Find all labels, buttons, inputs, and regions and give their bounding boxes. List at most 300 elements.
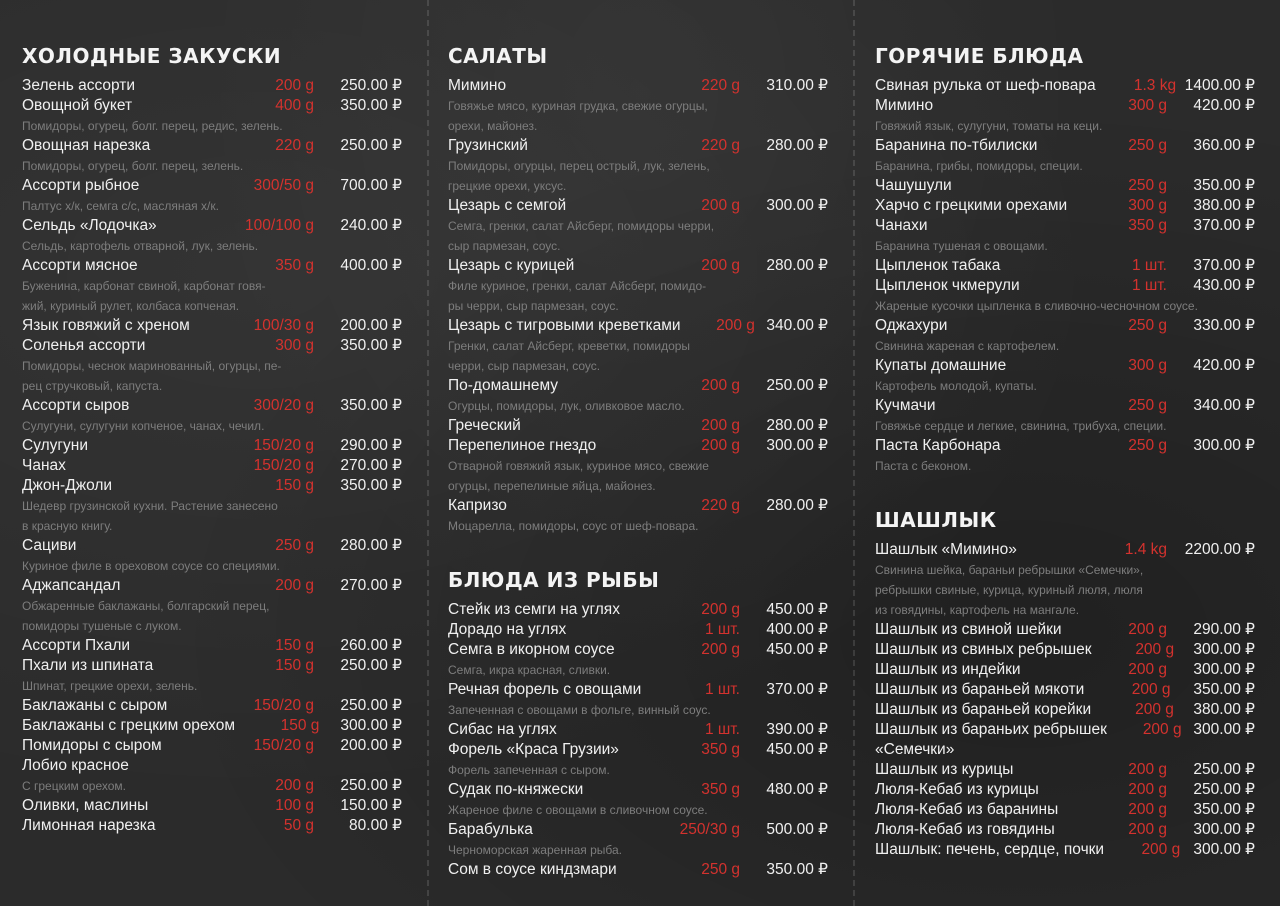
menu-item-row [22, 316, 402, 336]
item-weight: 350 g [701, 781, 740, 798]
menu-item-row [22, 776, 402, 796]
item-weight: 200 g [275, 577, 314, 594]
menu-item-row [22, 476, 402, 496]
item-name: Стейк из семги на углях [448, 601, 620, 618]
item-name: Шашлык из свиных ребрышек [875, 641, 1092, 658]
item-name: Чанахи [875, 217, 928, 234]
item-weight: 200 g [701, 437, 740, 454]
menu-item-row [875, 700, 1255, 720]
item-weight: 1.3 kg [1133, 77, 1177, 94]
item-name: «Семечки» [875, 741, 955, 758]
menu-item-row [22, 636, 402, 656]
item-name: Чашушули [875, 177, 952, 194]
item-description: Куриное филе в ореховом соусе со специями. [22, 559, 280, 573]
menu-item-row [875, 540, 1255, 560]
item-name: С грецким орехом. [22, 779, 127, 793]
item-price: 370.00 ₽ [766, 681, 828, 698]
item-name: Барабулька [448, 821, 533, 838]
menu-item-row [448, 720, 828, 740]
menu-item-row [875, 436, 1255, 456]
item-weight: 250 g [275, 537, 314, 554]
item-price: 1400.00 ₽ [1184, 77, 1255, 94]
item-name: Сом в соусе киндзмари [448, 861, 617, 878]
item-name: Свиная рулька от шеф-повара [875, 77, 1096, 94]
item-weight: 150/20 g [253, 457, 314, 474]
item-price: 280.00 ₽ [766, 137, 828, 154]
item-description: Говяжье сердце и легкие, свинина, трибуха, специи. [875, 419, 1167, 433]
item-weight: 1 шт. [1131, 257, 1167, 274]
item-name: Греческий [448, 417, 521, 434]
item-price: 370.00 ₽ [1193, 217, 1255, 234]
item-weight: 250 g [701, 861, 740, 878]
item-weight: 220 g [701, 497, 740, 514]
item-description: Гренки, салат Айсберг, креветки, помидоры черри, сыр пармезан, соус. [448, 339, 691, 373]
item-weight: 100 g [275, 797, 314, 814]
menu-item-row [448, 780, 828, 800]
item-weight: 250/30 g [679, 821, 740, 838]
item-description: Моцарелла, помидоры, соус от шеф-повара. [448, 519, 699, 533]
menu-item-row [875, 680, 1255, 700]
item-weight: 150 g [280, 717, 320, 734]
menu-section [448, 42, 828, 536]
item-name: Мимино [875, 97, 934, 114]
item-name: Баклажаны с грецким орехом [22, 717, 236, 734]
item-description: Шедевр грузинской кухни. Растение занесено в красную книгу. [22, 499, 278, 533]
item-price: 260.00 ₽ [340, 637, 402, 654]
item-price: 300.00 ₽ [766, 197, 828, 214]
item-weight: 1 шт. [1131, 277, 1167, 294]
menu-section [448, 566, 828, 880]
item-name: Цезарь с курицей [448, 257, 575, 274]
item-weight: 200 g [1128, 781, 1167, 798]
item-weight: 200 g [701, 417, 740, 434]
item-name: Цезарь с тигровыми креветками [448, 317, 681, 334]
item-price: 350.00 ₽ [340, 337, 402, 354]
item-description: Обжаренные баклажаны, болгарский перец, помидоры тушеные с луком. [22, 599, 270, 633]
menu-item-row [875, 780, 1255, 800]
item-weight: 150 g [275, 637, 314, 654]
menu-item-row [448, 256, 828, 276]
item-name: Цыпленок табака [875, 257, 1001, 274]
menu-item-row [448, 316, 828, 336]
item-name: Овощной букет [22, 97, 133, 114]
item-weight: 400 g [275, 97, 314, 114]
item-description: Палтус х/к, семга с/с, масляная х/к. [22, 199, 219, 213]
item-name: Судак по-княжески [448, 781, 584, 798]
item-price: 200.00 ₽ [340, 317, 402, 334]
item-weight: 200 g [1128, 661, 1167, 678]
item-weight: 250 g [1128, 437, 1167, 454]
item-description: Сельдь, картофель отварной, лук, зелень. [22, 239, 259, 253]
item-price: 420.00 ₽ [1193, 97, 1255, 114]
item-description: Семга, гренки, салат Айсберг, помидоры черри, сыр пармезан, соус. [448, 219, 715, 253]
menu-item-row [448, 196, 828, 216]
menu-item-row [22, 756, 402, 776]
menu-item-row [22, 136, 402, 156]
item-price: 290.00 ₽ [340, 437, 402, 454]
item-price: 250.00 ₽ [1193, 781, 1255, 798]
item-name: Цезарь с семгой [448, 197, 567, 214]
item-name: Грузинский [448, 137, 528, 154]
menu-item-row [875, 176, 1255, 196]
item-weight: 100/30 g [253, 317, 314, 334]
item-weight: 300 g [275, 337, 314, 354]
item-price: 330.00 ₽ [1193, 317, 1255, 334]
item-description: Жареное филе с овощами в сливочном соусе. [448, 803, 708, 817]
menu-item-row [22, 456, 402, 476]
item-price: 360.00 ₽ [1193, 137, 1255, 154]
item-weight: 250 g [1128, 317, 1167, 334]
item-description: Огурцы, помидоры, лук, оливковое масло. [448, 399, 685, 413]
item-weight: 200 g [1142, 721, 1182, 738]
item-description: Говяжье мясо, куриная грудка, свежие огурцы, орехи, майонез. [448, 99, 708, 133]
item-price: 270.00 ₽ [340, 457, 402, 474]
item-name: Баклажаны с сыром [22, 697, 168, 714]
menu-column-2 [448, 40, 828, 880]
item-name: Оджахури [875, 317, 948, 334]
item-description: Семга, икра красная, сливки. [448, 663, 611, 677]
menu-item-row [875, 136, 1255, 156]
item-description: Помидоры, огурцы, перец острый, лук, зелень, грецкие орехи, уксус. [448, 159, 710, 193]
menu-section [22, 42, 402, 836]
item-weight: 200 g [275, 777, 314, 794]
item-description: Отварной говяжий язык, куриное мясо, свежие огурцы, перепелиные яйца, майонез. [448, 459, 709, 493]
item-description: Помидоры, огурец, болг. перец, зелень. [22, 159, 244, 173]
item-price: 290.00 ₽ [1193, 621, 1255, 638]
menu-item-row [22, 396, 402, 416]
item-weight: 350 g [1128, 217, 1167, 234]
item-price: 300.00 ₽ [1193, 437, 1255, 454]
item-price: 300.00 ₽ [1193, 661, 1255, 678]
menu-item-row [22, 436, 402, 456]
item-weight: 200 g [1135, 641, 1175, 658]
item-weight: 300 g [1128, 357, 1167, 374]
item-price: 430.00 ₽ [1193, 277, 1255, 294]
item-description: Сулугуни, сулугуни копченое, чанах, чечил. [22, 419, 265, 433]
item-name: Соленья ассорти [22, 337, 146, 354]
item-price: 300.00 ₽ [1193, 821, 1255, 838]
item-name: Паста Карбонара [875, 437, 1001, 454]
item-weight: 350 g [701, 741, 740, 758]
item-weight: 300/50 g [253, 177, 314, 194]
item-price: 250.00 ₽ [340, 137, 402, 154]
menu-item-row [875, 660, 1255, 680]
item-price: 200.00 ₽ [340, 737, 402, 754]
item-price: 300.00 ₽ [1193, 721, 1255, 738]
section-title: БЛЮДА ИЗ РЫБЫ [448, 568, 660, 592]
section-title: ХОЛОДНЫЕ ЗАКУСКИ [22, 44, 282, 68]
menu-section [875, 42, 1255, 476]
item-price: 340.00 ₽ [766, 317, 828, 334]
item-price: 310.00 ₽ [766, 77, 828, 94]
menu-item-row [448, 740, 828, 760]
menu-item-row [448, 436, 828, 456]
menu-item-row [875, 740, 1255, 760]
menu-item-row [875, 840, 1255, 860]
item-weight: 200 g [1128, 821, 1167, 838]
item-price: 280.00 ₽ [340, 537, 402, 554]
item-name: Шашлык из индейки [875, 661, 1021, 678]
column-divider-2 [853, 0, 855, 906]
item-price: 150.00 ₽ [340, 797, 402, 814]
menu-item-row [22, 716, 402, 736]
section-title: САЛАТЫ [448, 44, 548, 68]
item-price: 480.00 ₽ [766, 781, 828, 798]
item-price: 300.00 ₽ [766, 437, 828, 454]
item-name: Шашлык из бараньей корейки [875, 701, 1092, 718]
item-name: Сельдь «Лодочка» [22, 217, 157, 234]
menu-item-row [448, 640, 828, 660]
item-weight: 200 g [1128, 801, 1167, 818]
item-price: 450.00 ₽ [766, 641, 828, 658]
item-price: 450.00 ₽ [766, 601, 828, 618]
item-name: Язык говяжий с хреном [22, 317, 190, 334]
menu-item-row [22, 816, 402, 836]
item-price: 700.00 ₽ [340, 177, 402, 194]
item-description: Свинина шейка, бараньи ребрышки «Семечки», ребрышки свиные, курица, куриный люля, люля из говядины, картофель на мангале. [875, 563, 1144, 617]
item-name: Шашлык из свиной шейки [875, 621, 1062, 638]
menu-item-row [875, 760, 1255, 780]
item-weight: 50 g [283, 817, 314, 834]
item-weight: 300 g [1128, 97, 1167, 114]
menu-item-row [22, 576, 402, 596]
menu-item-row [875, 640, 1255, 660]
menu-item-row [448, 680, 828, 700]
menu-item-row [448, 376, 828, 396]
item-name: Аджапсандал [22, 577, 121, 594]
item-weight: 150/20 g [253, 737, 314, 754]
menu-item-row [448, 76, 828, 96]
item-name: Купаты домашние [875, 357, 1007, 374]
menu-item-row [448, 136, 828, 156]
item-name: Семга в икорном соусе [448, 641, 615, 658]
item-price: 250.00 ₽ [340, 777, 402, 794]
menu-column-1 [22, 40, 402, 836]
menu-item-row [875, 396, 1255, 416]
item-name: Капризо [448, 497, 507, 514]
item-weight: 1 шт. [704, 721, 740, 738]
menu-item-row [22, 96, 402, 116]
item-price: 2200.00 ₽ [1184, 541, 1255, 558]
menu-item-row [875, 256, 1255, 276]
item-price: 420.00 ₽ [1193, 357, 1255, 374]
item-weight: 200 g [701, 377, 740, 394]
item-price: 350.00 ₽ [1193, 177, 1255, 194]
section-title: ШАШЛЫК [875, 508, 997, 532]
item-description: Жареные кусочки цыпленка в сливочно-чесночном соусе. [875, 299, 1198, 313]
item-price: 300.00 ₽ [1193, 641, 1255, 658]
item-description: Баранина, грибы, помидоры, специи. [875, 159, 1083, 173]
menu-item-row [448, 416, 828, 436]
item-price: 280.00 ₽ [766, 497, 828, 514]
section-title: ГОРЯЧИЕ БЛЮДА [875, 44, 1084, 68]
item-price: 350.00 ₽ [340, 397, 402, 414]
item-price: 400.00 ₽ [766, 621, 828, 638]
item-name: Харчо с грецкими орехами [875, 197, 1068, 214]
item-weight: 200 g [1135, 701, 1174, 718]
menu-item-row [875, 276, 1255, 296]
menu-item-row [875, 196, 1255, 216]
item-name: Оливки, маслины [22, 797, 149, 814]
item-name: Шашлык «Мимино» [875, 541, 1017, 558]
item-weight: 200 g [275, 77, 314, 94]
item-price: 390.00 ₽ [766, 721, 828, 738]
menu-item-row [22, 256, 402, 276]
item-price: 350.00 ₽ [340, 97, 402, 114]
menu-item-row [875, 96, 1255, 116]
item-description: Говяжий язык, сулугуни, томаты на кеци. [875, 119, 1103, 133]
item-weight: 250 g [1128, 137, 1167, 154]
item-price: 250.00 ₽ [340, 77, 402, 94]
item-description: Картофель молодой, купаты. [875, 379, 1037, 393]
item-weight: 100/100 g [245, 217, 314, 234]
item-price: 400.00 ₽ [340, 257, 402, 274]
item-name: Ассорти рыбное [22, 177, 140, 194]
item-weight: 220 g [701, 137, 740, 154]
item-description: Буженина, карбонат свиной, карбонат говя- жий, куриный рулет, колбаса копченая. [22, 279, 266, 313]
menu-item-row [448, 820, 828, 840]
item-description: Шпинат, грецкие орехи, зелень. [22, 679, 198, 693]
item-description: Баранина тушеная с овощами. [875, 239, 1048, 253]
menu-item-row [22, 736, 402, 756]
item-weight: 300 g [1128, 197, 1167, 214]
item-price: 250.00 ₽ [340, 657, 402, 674]
item-name: Перепелиное гнездо [448, 437, 597, 454]
item-weight: 200 g [701, 601, 740, 618]
item-weight: 150 g [275, 657, 314, 674]
item-name: Шашлык: печень, сердце, почки [875, 841, 1105, 858]
item-price: 350.00 ₽ [1193, 681, 1255, 698]
menu-item-row [22, 796, 402, 816]
menu-item-row [22, 656, 402, 676]
item-weight: 200 g [701, 641, 740, 658]
item-price: 270.00 ₽ [340, 577, 402, 594]
item-weight: 200 g [1128, 621, 1167, 638]
item-name: Кучмачи [875, 397, 936, 414]
item-weight: 200 g [716, 317, 755, 334]
item-description: Помидоры, огурец, болг. перец, редис, зелень. [22, 119, 283, 133]
item-weight: 350 g [275, 257, 314, 274]
menu-item-row [875, 800, 1255, 820]
item-name: Ассорти мясное [22, 257, 138, 274]
item-weight: 250 g [1128, 177, 1167, 194]
item-name: Пхали из шпината [22, 657, 154, 674]
menu-item-row [22, 536, 402, 556]
item-description: Форель запеченная с сыром. [448, 763, 610, 777]
item-price: 240.00 ₽ [340, 217, 402, 234]
item-name: Люля-Кебаб из курицы [875, 781, 1039, 798]
item-weight: 1 шт. [704, 681, 740, 698]
menu-item-row [875, 820, 1255, 840]
item-price: 250.00 ₽ [340, 697, 402, 714]
item-price: 350.00 ₽ [340, 477, 402, 494]
item-name: Ассорти Пхали [22, 637, 131, 654]
item-weight: 1.4 kg [1124, 541, 1167, 558]
item-price: 250.00 ₽ [766, 377, 828, 394]
item-name: Люля-Кебаб из баранины [875, 801, 1059, 818]
item-name: Лобио красное [22, 757, 129, 774]
item-name: Шашлык из курицы [875, 761, 1014, 778]
menu-item-row [875, 356, 1255, 376]
menu-item-row [22, 696, 402, 716]
item-name: Цыпленок чкмерули [875, 277, 1020, 294]
menu-item-row [22, 216, 402, 236]
menu-item-row [22, 176, 402, 196]
menu-item-row [448, 860, 828, 880]
item-price: 380.00 ₽ [1193, 197, 1255, 214]
item-name: Сулугуни [22, 437, 89, 454]
item-description: Филе куриное, гренки, салат Айсберг, помидо- ры черри, сыр пармезан, соус. [448, 279, 707, 313]
item-price: 350.00 ₽ [1193, 801, 1255, 818]
menu-item-row [22, 76, 402, 96]
item-name: Мимино [448, 77, 507, 94]
menu-item-row [875, 720, 1255, 740]
item-name: Речная форель с овощами [448, 681, 642, 698]
item-price: 380.00 ₽ [1193, 701, 1255, 718]
item-price: 350.00 ₽ [766, 861, 828, 878]
column-divider-1 [427, 0, 429, 906]
item-price: 80.00 ₽ [349, 817, 402, 834]
item-price: 500.00 ₽ [766, 821, 828, 838]
item-name: Помидоры с сыром [22, 737, 162, 754]
item-name: По-домашнему [448, 377, 559, 394]
item-weight: 300/20 g [253, 397, 314, 414]
item-price: 300.00 ₽ [340, 717, 402, 734]
menu-item-row [875, 76, 1255, 96]
item-price: 300.00 ₽ [1193, 841, 1255, 858]
item-name: Сациви [22, 537, 77, 554]
item-price: 250.00 ₽ [1193, 761, 1255, 778]
item-name: Форель «Краса Грузии» [448, 741, 619, 758]
item-weight: 150/20 g [253, 697, 314, 714]
item-price: 450.00 ₽ [766, 741, 828, 758]
item-weight: 150 g [275, 477, 314, 494]
item-weight: 200 g [1131, 681, 1171, 698]
item-weight: 220 g [275, 137, 314, 154]
menu-item-row [875, 316, 1255, 336]
menu-item-row [875, 216, 1255, 236]
item-name: Баранина по-тбилиски [875, 137, 1038, 154]
item-weight: 200 g [1141, 841, 1181, 858]
item-description: Помидоры, чеснок маринованный, огурцы, пе- рец стручковый, капуста. [22, 359, 282, 393]
item-price: 340.00 ₽ [1193, 397, 1255, 414]
item-weight: 200 g [701, 197, 740, 214]
item-name: Сибас на углях [448, 721, 557, 738]
item-description: Запеченная с овощами в фольге, винный соус. [448, 703, 711, 717]
menu-item-row [875, 620, 1255, 640]
menu-item-row [22, 336, 402, 356]
item-price: 280.00 ₽ [766, 417, 828, 434]
item-name: Овощная нарезка [22, 137, 151, 154]
item-weight: 220 g [701, 77, 740, 94]
item-name: Люля-Кебаб из говядины [875, 821, 1055, 838]
item-weight: 200 g [701, 257, 740, 274]
item-weight: 200 g [1128, 761, 1167, 778]
item-name: Ассорти сыров [22, 397, 130, 414]
item-weight: 1 шт. [704, 621, 740, 638]
item-weight: 250 g [1128, 397, 1167, 414]
item-name: Зелень ассорти [22, 77, 136, 94]
item-name: Лимонная нарезка [22, 817, 156, 834]
item-price: 370.00 ₽ [1193, 257, 1255, 274]
menu-item-row [448, 620, 828, 640]
item-weight: 150/20 g [253, 437, 314, 454]
menu-item-row [448, 600, 828, 620]
item-price: 280.00 ₽ [766, 257, 828, 274]
item-name: Дорадо на углях [448, 621, 567, 638]
item-name: Джон-Джоли [22, 477, 113, 494]
item-description: Паста с беконом. [875, 459, 972, 473]
